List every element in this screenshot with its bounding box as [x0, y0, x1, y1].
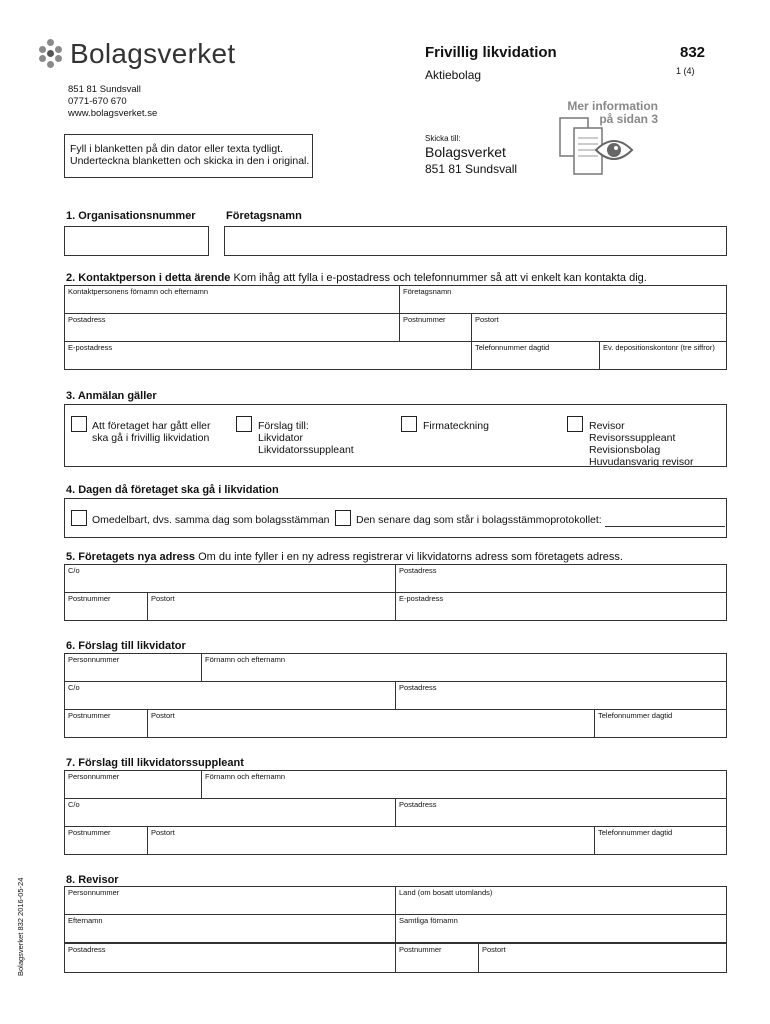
proposal-checkbox[interactable]: [236, 416, 252, 432]
deputy-phone-field[interactable]: [594, 826, 727, 855]
field-label: E-postadress: [68, 343, 113, 352]
website-line: www.bolagsverket.se: [68, 108, 158, 119]
field-label: Postort: [151, 594, 175, 603]
contact-company-field[interactable]: [399, 285, 727, 314]
section-2-note: Kom ihåg att fylla i e-postadress och telefonnummer så att vi enkelt kan kontakta dig.: [233, 272, 647, 284]
field-label: Samtliga förnamn: [399, 916, 458, 925]
auditor-postnr-field[interactable]: [395, 943, 479, 973]
later-date-option-label: Den senare dag som står i bolagsstämmoprotokollet:: [356, 514, 602, 526]
auditor-lastname-field[interactable]: [64, 914, 396, 943]
section-1-title: 1. Organisationsnummer: [66, 210, 196, 222]
option-text: Förslag till:: [258, 420, 309, 432]
field-label: E-postadress: [399, 594, 444, 603]
liquidator-address-field[interactable]: [395, 681, 727, 710]
auditor-postort-field[interactable]: [478, 943, 727, 973]
auditor-personnr-field[interactable]: [64, 886, 396, 915]
deputy-co-field[interactable]: [64, 798, 396, 827]
field-label: Personnummer: [68, 655, 120, 664]
liquidator-co-field[interactable]: [64, 681, 396, 710]
option-text: Revisionsbolag: [589, 444, 661, 456]
field-label: Postadress: [399, 683, 437, 692]
company-name-title: Företagsnamn: [226, 210, 302, 222]
contact-phone-field[interactable]: [471, 341, 600, 370]
new-postnr-field[interactable]: [64, 592, 148, 621]
field-label: Land (om bosatt utomlands): [399, 888, 493, 897]
field-label: Postort: [482, 945, 506, 954]
section-7-title: 7. Förslag till likvidatorssuppleant: [66, 757, 244, 769]
form-subtitle: Aktiebolag: [425, 68, 482, 82]
field-label: Kontaktpersonens förnamn och efternamn: [68, 287, 209, 296]
field-label: Postnummer: [399, 945, 442, 954]
instruction-line: Fyll i blanketten på din dator eller texta tydligt.: [70, 143, 284, 155]
depot-account-field[interactable]: [599, 341, 727, 370]
form-title: Frivillig likvidation: [425, 44, 557, 61]
option-text: Likvidatorssuppleant: [258, 444, 354, 456]
later-date-input[interactable]: [605, 526, 725, 527]
section-5-note: Om du inte fyller i en ny adress registrerar vi likvidatorns adress som företagets adress.: [198, 551, 623, 563]
contact-postort-field[interactable]: [471, 313, 727, 342]
contact-address-field[interactable]: [64, 313, 400, 342]
form-version-text: Bolagsverket 832 2016-05-24: [16, 877, 25, 976]
field-label: Postadress: [68, 945, 106, 954]
logo-dots-icon: [38, 39, 64, 69]
field-label: Personnummer: [68, 888, 120, 897]
new-email-field[interactable]: [395, 592, 727, 621]
field-label: Telefonnummer dagtid: [598, 828, 673, 837]
option-text: Revisorssuppleant: [589, 432, 676, 444]
deputy-personnr-field[interactable]: [64, 770, 202, 799]
section-3-title: 3. Anmälan gäller: [66, 390, 157, 402]
eye-document-icon: [556, 100, 666, 178]
deputy-name-field[interactable]: [201, 770, 727, 799]
immediate-checkbox[interactable]: [71, 510, 87, 526]
instruction-line: Underteckna blanketten och skicka in den i original.: [70, 155, 310, 167]
form-number: 832: [680, 44, 706, 61]
field-label: Postadress: [399, 566, 437, 575]
auditor-address-field[interactable]: [64, 943, 396, 973]
new-address-field[interactable]: [395, 564, 727, 593]
field-label: Postort: [151, 711, 175, 720]
field-label: Efternamn: [68, 916, 103, 925]
new-co-field[interactable]: [64, 564, 396, 593]
contact-name-field[interactable]: [64, 285, 400, 314]
liquidator-phone-field[interactable]: [594, 709, 727, 738]
option-text: Att företaget har gått eller: [92, 420, 211, 432]
field-label: Telefonnummer dagtid: [598, 711, 673, 720]
liquidator-personnr-field[interactable]: [64, 653, 202, 682]
liquidator-postnr-field[interactable]: [64, 709, 148, 738]
deputy-postnr-field[interactable]: [64, 826, 148, 855]
company-name-field[interactable]: [224, 226, 727, 256]
deputy-address-field[interactable]: [395, 798, 727, 827]
auditor-country-field[interactable]: [395, 886, 727, 915]
phone-line: 0771-670 670: [68, 96, 127, 107]
new-postort-field[interactable]: [147, 592, 396, 621]
field-label: C/o: [68, 683, 80, 692]
more-info-line: Mer information: [567, 99, 658, 113]
field-label: C/o: [68, 800, 80, 809]
liquidation-option-label: [92, 420, 210, 444]
deputy-postort-field[interactable]: [147, 826, 595, 855]
field-label: Ev. depositionskontonr (tre siffror): [603, 343, 715, 352]
field-label: Postort: [151, 828, 175, 837]
field-label: Postadress: [68, 315, 106, 324]
section-2-heading: 2. Kontaktperson i detta ärende: [66, 272, 231, 284]
liquidation-checkbox[interactable]: [71, 416, 87, 432]
signatory-option-label: Firmateckning: [423, 420, 489, 432]
send-to-name: Bolagsverket: [425, 144, 506, 160]
more-info-graphic: [556, 100, 666, 178]
section-8-title: 8. Revisor: [66, 874, 119, 886]
field-label: C/o: [68, 566, 80, 575]
send-to-label: Skicka till:: [425, 134, 461, 143]
section-5-title: [66, 551, 623, 563]
bolagsverket-logo: [38, 38, 235, 70]
field-label: Personnummer: [68, 772, 120, 781]
logo-text: Bolagsverket: [70, 38, 236, 69]
liquidator-name-field[interactable]: [201, 653, 727, 682]
more-info-line: på sidan 3: [599, 112, 658, 126]
section-5-heading: 5. Företagets nya adress: [66, 551, 196, 563]
signatory-checkbox[interactable]: [401, 416, 417, 432]
field-label: Företagsnamn: [403, 287, 452, 296]
proposal-option-label: [258, 420, 354, 456]
field-label: Postnummer: [403, 315, 446, 324]
immediate-option-label: Omedelbart, dvs. samma dag som bolagsstämman: [92, 514, 330, 526]
contact-email-field[interactable]: [64, 341, 472, 370]
instruction-box: [64, 134, 313, 178]
section-4-title: 4. Dagen då företaget ska gå i likvidation: [66, 484, 279, 496]
option-text: Huvudansvarig revisor: [589, 456, 694, 468]
page-info: 1 (4): [676, 66, 695, 76]
address-line: 851 81 Sundsvall: [68, 84, 141, 95]
later-date-checkbox[interactable]: [335, 510, 351, 526]
auditor-checkbox[interactable]: [567, 416, 583, 432]
field-label: Förnamn och efternamn: [205, 655, 286, 664]
field-label: Postnummer: [68, 594, 111, 603]
auditor-option-label: [589, 420, 693, 468]
section-6-title: 6. Förslag till likvidator: [66, 640, 186, 652]
option-text: Likvidator: [258, 432, 303, 444]
orgnr-field[interactable]: [64, 226, 209, 256]
field-label: Postnummer: [68, 828, 111, 837]
liquidator-postort-field[interactable]: [147, 709, 595, 738]
sender-address: [68, 84, 157, 120]
section-2-title: [66, 272, 647, 284]
field-label: Postadress: [399, 800, 437, 809]
option-text: ska gå i frivillig likvidation: [92, 432, 210, 444]
contact-postnr-field[interactable]: [399, 313, 472, 342]
send-to-city: 851 81 Sundsvall: [425, 162, 518, 176]
field-label: Telefonnummer dagtid: [475, 343, 550, 352]
option-text: Revisor: [589, 420, 625, 432]
auditor-firstnames-field[interactable]: [395, 914, 727, 943]
field-label: Postnummer: [68, 711, 111, 720]
field-label: Postort: [475, 315, 499, 324]
field-label: Förnamn och efternamn: [205, 772, 286, 781]
